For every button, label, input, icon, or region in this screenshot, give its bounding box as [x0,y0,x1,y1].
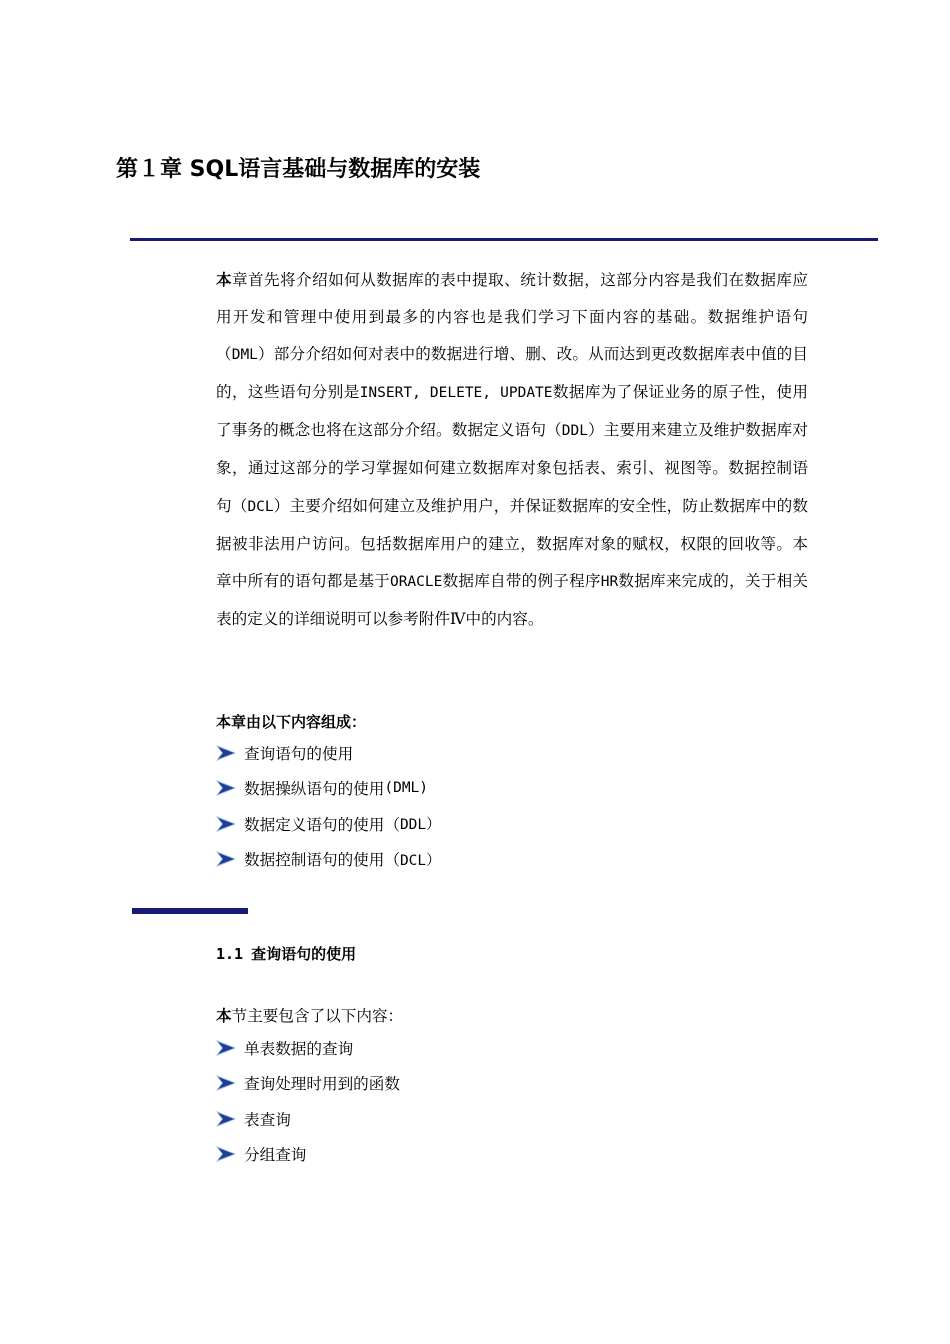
list-item-code: (DML) [384,780,429,797]
section-title: 查询语句的使用 [251,945,357,963]
section-heading [216,943,356,964]
intro-text: 数据库来完成的，关于相关表的定义的详细说明可以参考附件Ⅳ中的内容。 [216,571,808,628]
list-item-label: 数据定义语句的使用（ [244,815,400,834]
list-item-label: 分组查询 [244,1146,307,1165]
arrow-bullet-icon [214,779,238,797]
list-item-label: 查询处理时用到的函数 [244,1075,400,1094]
list-item [214,1030,400,1066]
section-number: 1.1 [216,945,244,963]
chapter-title: 第１章 SQL语言基础与数据库的安装 [116,157,481,182]
list-item-label: 数据操纵语句的使用 [244,780,385,799]
intro-text: ）主要介绍如何建立及维护用户，并保证数据库的安全性，防止数据库中的数据被非法用户访问。包括数据库用户的建立，数据库对象的赋权，权限的回收等。本章中所有的语句都是基于 [216,496,808,590]
arrow-bullet-icon [214,1145,238,1163]
list-item [214,771,441,807]
intro-code-term: HR [600,573,619,590]
intro-text: 数据库自带的例子程序 [442,571,601,590]
intro-text: ）部分介绍如何对表中的数据进行增、删、改。从而达到更改数据库表中值的目的，这些语句分别是 [216,345,808,402]
list-item [214,806,441,842]
list-item-label: 查询语句的使用 [244,744,354,763]
intro-code-term: DDL [561,423,588,440]
arrow-bullet-icon [214,1074,238,1092]
arrow-bullet-icon [214,850,238,868]
list-item-code: DCL） [399,852,441,869]
intro-code-term: ORACLE [389,573,443,590]
section-intro-first-char: 本 [216,1007,232,1025]
chapter-divider [130,238,878,241]
intro-paragraph [216,262,808,638]
list-item-label: 表查询 [244,1110,291,1129]
intro-text: 数据库为了保证业务的原子性，使用了事务的概念也将在这部分介绍。数据定义语句（ [216,383,808,440]
section-intro [216,1004,403,1026]
intro-code-term: DCL [247,498,274,515]
list-item [214,842,441,878]
arrow-bullet-icon [214,815,238,833]
contents-list [214,735,441,877]
list-item [214,1137,400,1173]
intro-code-term: DML [231,347,258,364]
intro-first-char: 本 [216,271,233,289]
arrow-bullet-icon [214,1110,238,1128]
list-item [214,1066,400,1102]
arrow-bullet-icon [214,1039,238,1057]
intro-code-term: INSERT, DELETE, UPDATE [359,385,553,402]
list-item-label: 单表数据的查询 [244,1039,354,1058]
intro-text: ）主要用来建立及维护数据库对象，通过这部分的学习掌握如何建立数据库对象包括表、索引、视图等。数据控制语句（ [216,421,808,515]
section-divider [132,908,248,914]
contents-heading: 本章由以下内容组成： [216,713,367,731]
list-item-code: DDL） [399,817,441,834]
section-list [214,1030,400,1172]
intro-body [216,271,808,628]
section-intro-text: 节主要包含了以下内容： [231,1007,404,1025]
arrow-bullet-icon [214,744,238,762]
list-item [214,735,441,771]
intro-text: 章首先将介绍如何从数据库的表中提取、统计数据，这部分内容是我们在数据库应用开发和管理中使用到最多的内容也是我们学习下面内容的基础。数据维护语句（ [216,271,808,364]
list-item [214,1101,400,1137]
list-item-label: 数据控制语句的使用（ [244,851,400,870]
